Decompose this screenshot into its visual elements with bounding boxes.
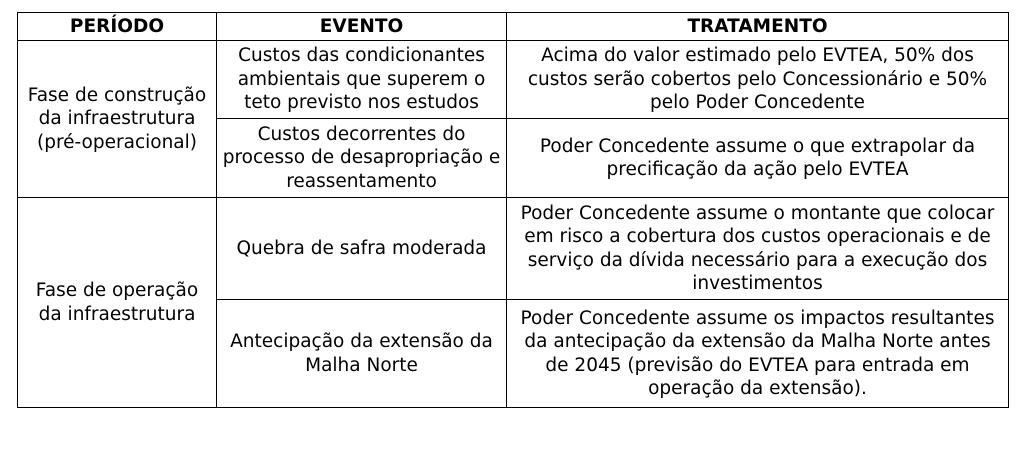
table-row bbox=[18, 41, 1009, 119]
period-cell-operation: Fase de operação da infraestrutura bbox=[18, 198, 217, 408]
table-row bbox=[18, 198, 1009, 300]
event-cell: Quebra de safra moderada bbox=[217, 198, 507, 300]
risk-allocation-table bbox=[17, 12, 1009, 408]
event-cell: Custos das condicionantes ambientais que superem o teto previsto nos estudos bbox=[217, 41, 507, 119]
period-cell-construction: Fase de construção da infraestrutura (pré-operacional) bbox=[18, 41, 217, 198]
treatment-cell: Poder Concedente assume o montante que colocar em risco a cobertura dos custos operacionais e de serviço da dívida necessário para a execução dos investimentos bbox=[507, 198, 1009, 300]
treatment-cell: Poder Concedente assume os impactos resultantes da antecipação da extensão da Malha Norte antes de 2045 (previsão do EVTEA para entrada em operação da extensão). bbox=[507, 300, 1009, 408]
table-header bbox=[18, 13, 1009, 41]
treatment-cell: Acima do valor estimado pelo EVTEA, 50% dos custos serão cobertos pelo Concessionário e 50% pelo Poder Concedente bbox=[507, 41, 1009, 119]
header-row bbox=[18, 13, 1009, 41]
event-cell: Custos decorrentes do processo de desapropriação e reassentamento bbox=[217, 119, 507, 198]
treatment-cell: Poder Concedente assume o que extrapolar da precificação da ação pelo EVTEA bbox=[507, 119, 1009, 198]
header-evento: EVENTO bbox=[217, 13, 507, 41]
header-periodo: PERÍODO bbox=[18, 13, 217, 41]
table-body bbox=[18, 41, 1009, 408]
header-tratamento: TRATAMENTO bbox=[507, 13, 1009, 41]
event-cell: Antecipação da extensão da Malha Norte bbox=[217, 300, 507, 408]
